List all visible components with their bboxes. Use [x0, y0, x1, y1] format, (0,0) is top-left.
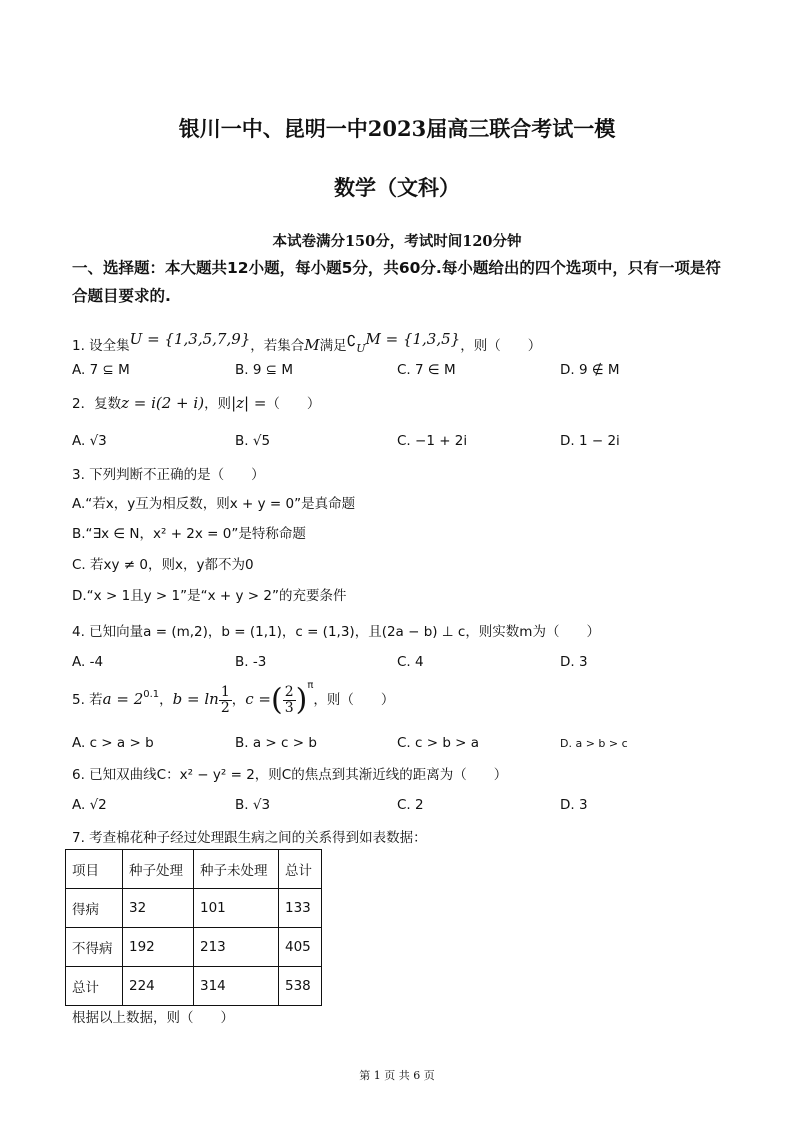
q2-option-b: B. √5: [235, 433, 271, 449]
q1-option-d: D. 9 ∉ M: [560, 362, 620, 378]
q6-option-a: A. √2: [72, 797, 107, 813]
q5-frac-c-den: 3: [284, 699, 294, 716]
q1-complement-sub: U: [356, 342, 366, 355]
q2-text-c: （ ）: [266, 396, 321, 412]
q1-text-b: ，若集合: [250, 338, 305, 354]
q1-var-m: M: [304, 336, 320, 354]
table-cell: 项目: [66, 850, 123, 889]
table-cell: 种子未处理: [194, 850, 279, 889]
q5-frac-b-num: 1: [220, 683, 230, 700]
q5-expr-c: c =: [245, 690, 272, 708]
q4-option-b: B. -3: [235, 654, 267, 670]
section-heading: 一、选择题：本大题共12小题，每小题5分，共60分.每小题给出的四个选项中，只有一项是符合题目要求的.: [72, 259, 721, 305]
table-row: [66, 889, 322, 928]
q2-option-c: C. −1 + 2i: [397, 433, 468, 449]
q1-text-c: 满足: [319, 338, 347, 354]
question-2: [72, 392, 320, 412]
q5-right-paren: ): [295, 682, 308, 718]
q1-option-c: C. 7 ∈ M: [397, 362, 456, 378]
q3-option-b: B.“∃x ∈ N，x² + 2x = 0”是特称命题: [72, 526, 306, 542]
q5-exp-c: π: [307, 680, 314, 691]
data-table: [65, 849, 322, 1006]
q1-set-u: U = {1,3,5,7,9}: [129, 330, 251, 348]
table-cell: 538: [279, 967, 322, 1006]
q4-option-a: A. -4: [72, 654, 104, 670]
q5-frac-b-den: 2: [220, 699, 230, 716]
question-5: [72, 680, 394, 724]
question-1: [72, 330, 541, 355]
q5-option-c: C. c > b > a: [397, 735, 480, 751]
q5-text-d: ，则（ ）: [313, 692, 395, 708]
table-cell: 32: [123, 889, 194, 928]
q1-text-d: ，则（ ）: [460, 338, 542, 354]
exam-info: 本试卷满分150分，考试时间120分钟: [272, 233, 522, 250]
q5-text-b: ，: [159, 692, 173, 708]
table-cell: 总计: [279, 850, 322, 889]
q2-expr: z = i(2 + i): [121, 394, 205, 412]
q5-exp-a: 0.1: [143, 689, 160, 700]
q6-option-d: D. 3: [560, 797, 588, 813]
q3-option-a: A.“若x，y互为相反数，则x + y = 0”是真命题: [72, 496, 356, 512]
table-cell: 不得病: [66, 928, 123, 967]
table-row: [66, 928, 322, 967]
q3-option-d: D.“x > 1且y > 1”是“x + y > 2”的充要条件: [72, 588, 347, 604]
q5-option-b: B. a > c > b: [235, 735, 317, 751]
q6-option-b: B. √3: [235, 797, 271, 813]
table-cell: 224: [123, 967, 194, 1006]
q1-complement: ∁: [346, 332, 357, 350]
q2-text-b: ，则: [204, 396, 232, 412]
q5-left-paren: (: [271, 682, 283, 718]
q1-text-a: 1. 设全集: [72, 338, 130, 354]
table-cell: 133: [279, 889, 322, 928]
q5-frac-c-num: 2: [284, 683, 294, 700]
table-row: [66, 967, 322, 1006]
q2-option-a: A. √3: [72, 433, 107, 449]
q5-option-d: D. a > b > c: [560, 737, 628, 750]
q3-option-c: C. 若xy ≠ 0，则x，y都不为0: [72, 557, 254, 573]
q6-option-c: C. 2: [397, 797, 424, 813]
question-6: 6. 已知双曲线C：x² − y² = 2，则C的焦点到其渐近线的距离为（ ）: [72, 767, 508, 783]
table-cell: 213: [194, 928, 279, 967]
q5-expr-b: b = ln: [172, 690, 219, 708]
page-subtitle: 数学（文科）: [334, 175, 460, 200]
page-title: 银川一中、昆明一中2023届高三联合考试一模: [178, 116, 616, 141]
q1-option-a: A. 7 ⊆ M: [72, 362, 130, 378]
question-3: 3. 下列判断不正确的是（ ）: [72, 467, 265, 483]
q5-frac-b: [219, 685, 232, 716]
table-cell: 101: [194, 889, 279, 928]
table-cell: 得病: [66, 889, 123, 928]
table-cell: 192: [123, 928, 194, 967]
question-4: 4. 已知向量a = (m,2)，b = (1,1)，c = (1,3)，且(2a − b) ⊥ c，则实数m为（ ）: [72, 624, 600, 640]
q2-abs: |z| =: [231, 394, 267, 412]
q5-option-a: A. c > a > b: [72, 735, 154, 751]
q7-after-text: 根据以上数据，则（ ）: [72, 1010, 234, 1026]
q5-expr-a: a = 2: [102, 690, 144, 708]
q2-option-d: D. 1 − 2i: [560, 433, 620, 449]
q1-option-b: B. 9 ⊆ M: [235, 362, 293, 378]
question-7: 7. 考查棉花种子经过处理跟生病之间的关系得到如表数据：: [72, 830, 427, 846]
q4-option-c: C. 4: [397, 654, 424, 670]
q1-complement-expr: M = {1,3,5}: [365, 330, 461, 348]
q5-text-c: ，: [231, 692, 246, 708]
table-cell: 总计: [66, 967, 123, 1006]
q2-text-a: 2．复数: [72, 396, 122, 412]
table-cell: 405: [279, 928, 322, 967]
table-cell: 314: [194, 967, 279, 1006]
q4-option-d: D. 3: [560, 654, 588, 670]
q5-text-a: 5. 若: [72, 692, 103, 708]
table-cell: 种子处理: [123, 850, 194, 889]
page-footer: 第 1 页 共 6 页: [359, 1069, 435, 1082]
table-row: [66, 850, 322, 889]
q5-frac-c: [283, 685, 296, 716]
